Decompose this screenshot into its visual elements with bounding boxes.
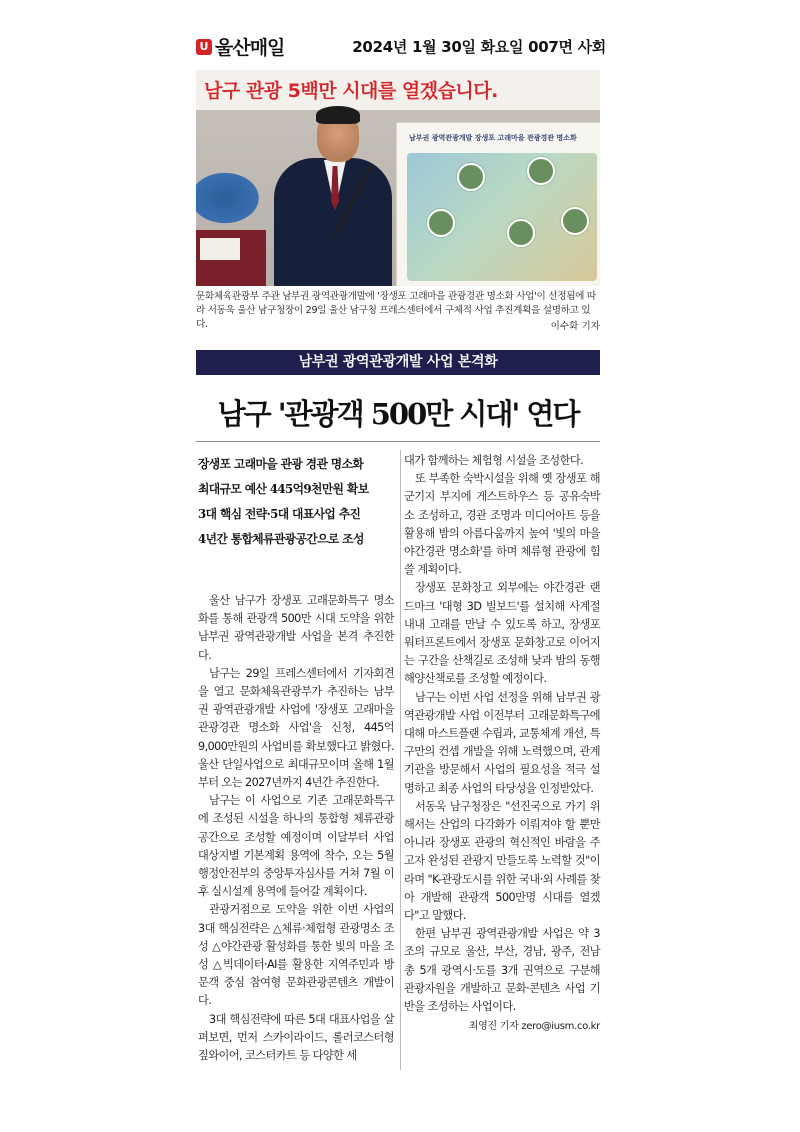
body-paragraph: 남구는 이 사업으로 기존 고래문화특구에 조성된 시설을 하나의 통합형 체류관광 공간으로 조성할 예정이며 이달부터 사업 대상지별 기본계획 용역에 착수, 오는 5월 행정안전부의 중앙투자심사를 거쳐 7월 이후 실시설계 용역에 들어갈 계획이다. <box>198 794 394 899</box>
subhead: 3대 핵심 전략·5대 대표사업 추진 <box>198 507 361 521</box>
column-divider <box>400 450 401 1070</box>
body-paragraph: 또 부족한 숙박시설을 위해 옛 장생포 해군기지 부지에 게스트하우스 등 공유숙박소 조성하고, 경관 조명과 미디어아트 등을 활용해 밤의 아름다움까지 높여 '빛의 마을 야간경관 명소화'를 하며 체류형 관광에 힘쓸 계획이다. <box>404 472 600 577</box>
body-paragraph: 서동욱 남구청장은 "선진국으로 가기 위해서는 산업의 다각화가 이뤄져야 할 뿐만 아니라 장생포 관광의 혁신적인 바람을 주고자 완성된 관광지 만들도록 노력할 것"이라며 "K-관광도시를 위한 국내·외 사례를 찾아 개발해 관광객 500만명 시대를 열겠다"고 말했다. <box>404 799 600 923</box>
map-marker <box>561 207 589 235</box>
body-paragraph: 남구는 이번 사업 선정을 위해 남부권 광역관광개발 사업 이전부터 고래문화특구에 대해 마스트플랜 수립과, 교통체계 개선, 특구만의 컨셉 개발을 위해 노력했으며, 관계기관을 방문해서 사업의 필요성을 적극 설명하고 최종 사업의 타당성을 인정받았다. <box>404 690 600 795</box>
photo-banner <box>196 70 600 110</box>
article-column-right <box>404 452 600 1037</box>
body-paragraph: 장생포 문화창고 외부에는 야간경관 랜드마크 '대형 3D 빌보드'를 설치해 사계절 내내 고래를 만날 수 있도록 하고, 장생포 워터프론트에서 장생포 문화창고로 이어지는 구간을 산책길로 조성해 낮과 밤의 동행 해양산책로를 조성할 예정이다. <box>404 581 600 686</box>
headline-rule <box>196 441 600 442</box>
masthead <box>196 33 606 63</box>
press-photo <box>196 70 600 286</box>
map-marker <box>427 209 455 237</box>
body-paragraph: 관광거점으로 도약을 위한 이번 사업의 3대 핵심전략은 △체류·체험형 관광명소 조성 △야간관광 활성화를 통한 빛의 마을 조성 △빅데이터·AI를 활용한 지역주민과 방문객 중심 참여형 문화관광콘텐츠 개발이다. <box>198 903 394 1008</box>
body-paragraph: 3대 핵심전략에 따른 5대 대표사업을 살펴보면, 먼저 스카이라이드, 롤러코스터형 짚와이어, 코스터카트 등 다양한 세 <box>198 1012 394 1063</box>
map-board-title: 남부권 광역관광개발 장생포 고래마을 관광경관 명소화 <box>409 134 577 142</box>
subheads <box>198 452 394 552</box>
whale-sculpture <box>196 166 268 230</box>
subhead: 장생포 고래마을 관광 경관 명소화 <box>198 457 364 471</box>
subhead: 최대규모 예산 445억9천만원 확보 <box>198 482 369 496</box>
byline: 최영진 기자 zero@iusm.co.kr <box>468 1021 600 1033</box>
speaker-hair <box>316 106 360 124</box>
map-marker <box>457 163 485 191</box>
headline: 남구 '관광객 500만 시대' 연다 <box>217 397 579 431</box>
article-column-left <box>198 452 394 1065</box>
photo-caption: 문화체육관광부 주관 남부권 광역관광개발에 '장생포 고래마을 관광경관 명소화 사업'이 선정됨에 따라 서동욱 울산 남구청장이 29일 울산 남구청 프레스센터에서 구체적 사업 추진계획을 설명하고 있다. <box>196 291 596 330</box>
subhead: 4년간 통합체류관광공간으로 조성 <box>198 532 364 546</box>
map-marker <box>527 157 555 185</box>
map-marker <box>507 219 535 247</box>
stand-sign <box>200 238 240 260</box>
body-paragraph: 남구는 29일 프레스센터에서 기자회견을 열고 문화체육관광부가 추진하는 남부권 광역관광개발 사업에 '장생포 고래마을 관광경관 명소화 사업'을 신청, 445억9,000만원의 사업비를 확보했다고 밝혔다. 울산 단일사업으로 최대규모이며 올해 1월부터 오는 2027년까지 4년간 추진한다. <box>198 666 394 790</box>
body-paragraph: 대가 함께하는 체험형 시설을 조성한다. <box>404 454 584 467</box>
logo-u-icon: U <box>196 39 212 55</box>
photo-banner-text: 남구 관광 5백만 시대를 열겠습니다. <box>204 80 498 102</box>
dateline: 2024년 1월 30일 화요일 007면 사회 <box>352 38 606 56</box>
body-paragraph: 울산 남구가 장생포 고래문화특구 명소화를 통해 관광객 500만 시대 도약을 위한 남부권 광역관광개발 사업을 본격 추진한다. <box>198 594 394 662</box>
photo-credit: 이수화 기자 <box>550 321 600 332</box>
newspaper-logo <box>196 33 284 60</box>
kicker: 남부권 광역관광개발 사업 본격화 <box>196 350 600 375</box>
project-map-board <box>396 122 600 286</box>
logo-text: 울산매일 <box>215 37 285 59</box>
body-paragraph: 한편 남부권 광역관광개발 사업은 약 3조의 규모로 울산, 부산, 경남, 광주, 전남 총 5개 광역시·도를 3개 권역으로 구분해 관광자원을 개발하고 문화·콘텐츠 사업 기반을 조성하는 사업이다. <box>404 927 600 1014</box>
